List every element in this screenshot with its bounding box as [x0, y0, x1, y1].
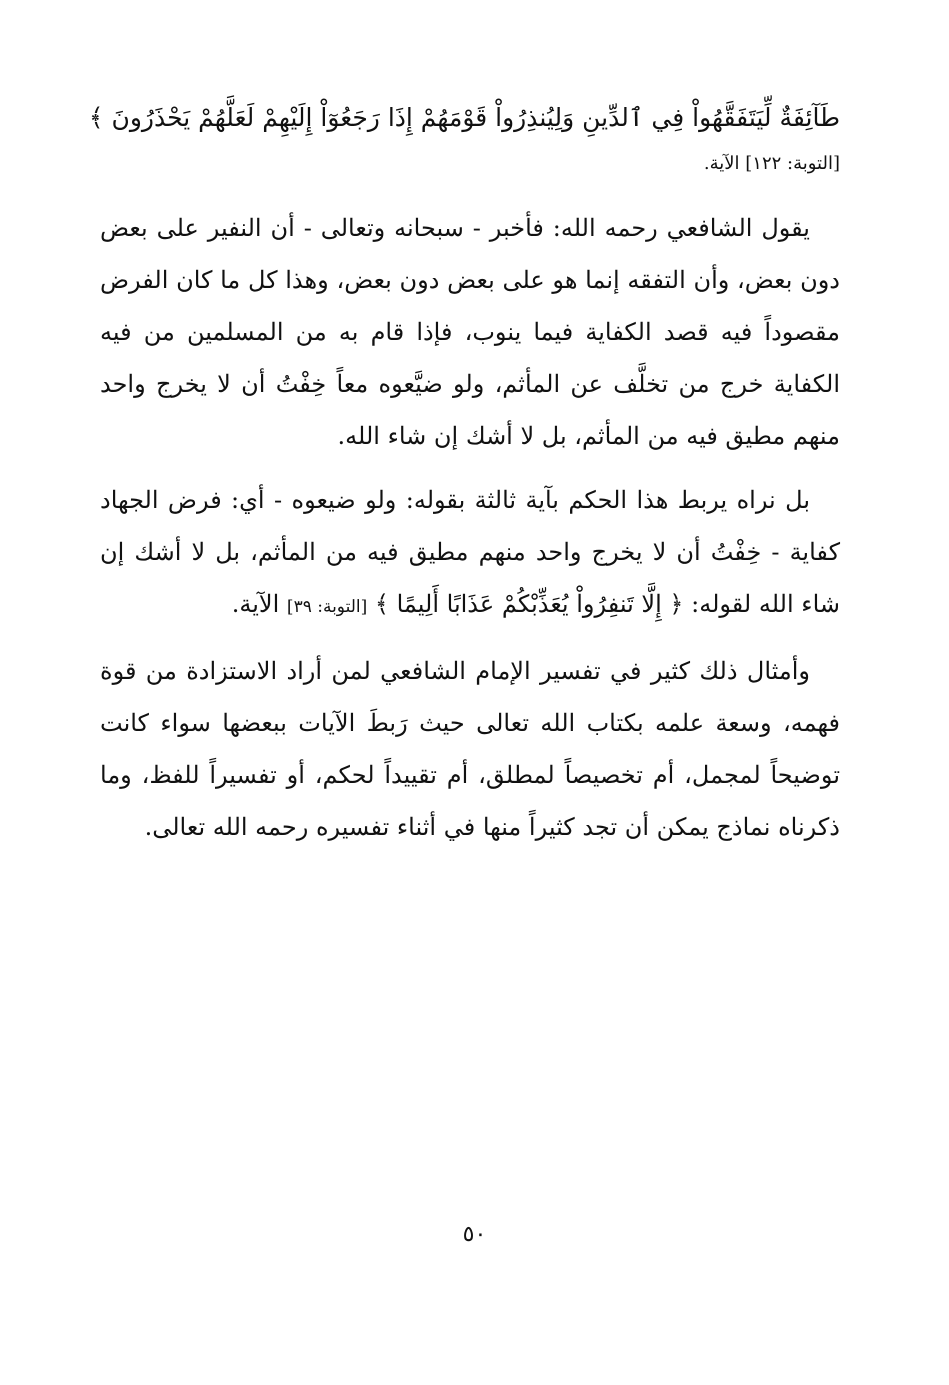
page-number: ٥٠ [462, 1222, 487, 1247]
quran-inline-verse: ﴿ إِلَّا تَنفِرُواْ يُعَذِّبْكُمْ عَذَابًا أَلِيمًا ﴾ [374, 590, 684, 618]
paragraph-examples: وأمثال ذلك كثير في تفسير الإمام الشافعي لمن أراد الاستزادة من قوة فهمه، وسعة علمه بكتاب الله تعالى حيث رَبطَ الآيات ببعضها سواء كانت توضيحاً لمجمل، أم تخصيصاً لمطلق، أم تقييداً لحكم، أو تفسيراً للفظ، وما ذكرناه نماذج يمكن أن تجد كثيراً منها في أثناء تفسيره رحمه الله تعالى. [100, 657, 840, 841]
page-content [88, 92, 841, 865]
quran-verse-continuation: طَآئِفَةٌ لِّيَتَفَقَّهُواْ فِي ٱلدِّينِ وَلِيُنذِرُواْ قَوْمَهُمْ إِذَا رَجَعُوٓاْ إِلَيْهِمْ لَعَلَّهُمْ يَحْذَرُونَ ﴾ [88, 103, 840, 132]
paragraph-third-verse [100, 474, 840, 633]
paragraph-third-verse-text: بل نراه يربط هذا الحكم بآية ثالثة بقوله: ولو ضيعوه - أي: فرض الجهاد كفاية - خِفْتُ أن لا يخرج واحد منهم مطيق فيه من المأثم، بل لا أشك إن شاء الله لقوله: [100, 486, 840, 618]
paragraph-third-verse-end: الآية. [231, 590, 280, 618]
inline-verse-reference: [التوبة: ٣٩] [286, 597, 368, 617]
paragraph-shafii-quote: يقول الشافعي رحمه الله: فأخبر - سبحانه وتعالى - أن النفير على بعض دون بعض، وأن التفقه إنما هو على بعض دون بعض، وهذا كل ما كان الفرض مقصوداً فيه قصد الكفاية فيما ينوب، فإذا قام به من المسلمين من فيه الكفاية خرج من تخلَّف عن المأثم، ولو ضيَّعوه معاً خِفْتُ أن لا يخرج واحد منهم مطيق فيه من المأثم، بل لا أشك إن شاء الله. [100, 214, 841, 450]
verse-reference: [التوبة: ١٢٢] الآية. [703, 153, 840, 174]
